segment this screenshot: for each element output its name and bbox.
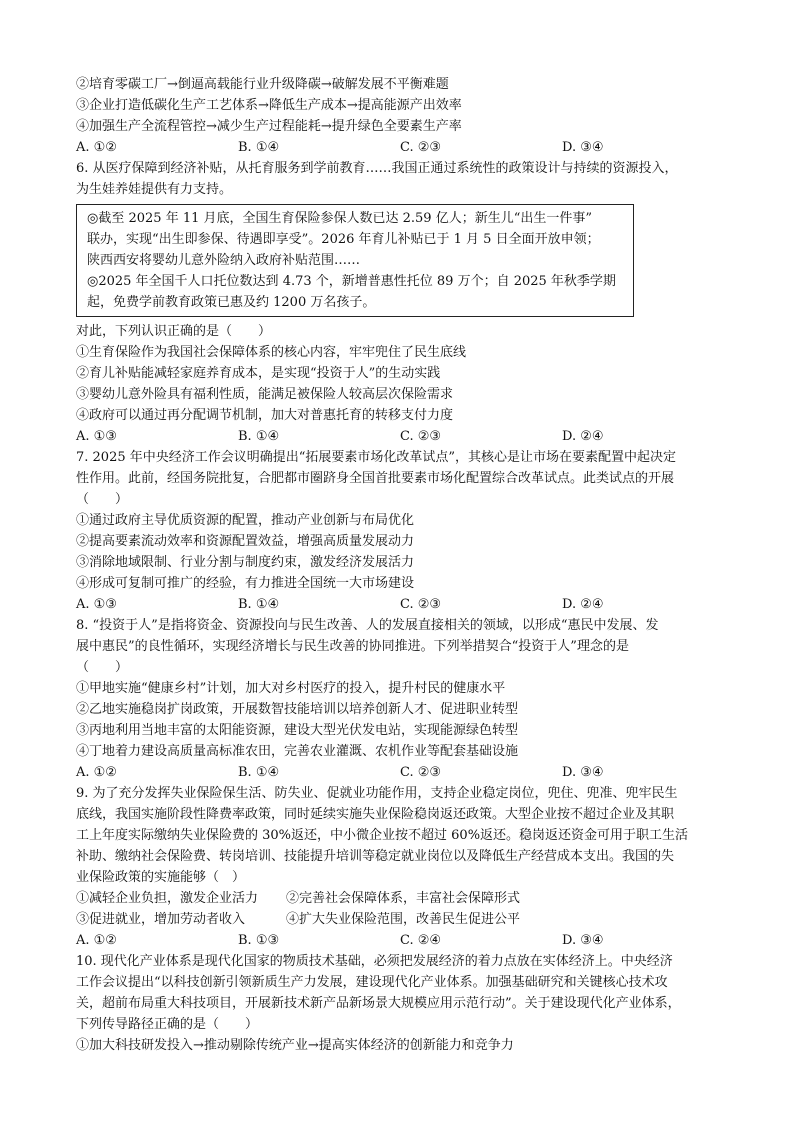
q9-item-1: ①减轻企业负担，激发企业活力 [76,891,259,906]
q8-options [76,762,726,783]
q8-item-3: ③丙地利用当地丰富的太阳能资源，建设大型光伏发电站，实现能源绿色转型 [76,723,519,738]
q6-option-d[interactable]: D. ②④ [562,429,604,444]
q6-box-line-1: ◎截至 2025 年 11 月底，全国生育保险参保人数已达 2.59 亿人；新生儿“出生一件事” [87,211,593,226]
q6-box-line-2: 联办，实现“出生即参保、待遇即享受”。2026 年育儿补贴已于 1 月 5 日全面开放申领； [87,232,600,247]
exam-content [76,74,726,1056]
q7-item-2: ②提高要素流动效率和资源配置效益，增强高质量发展动力 [76,534,415,549]
q6-item-1: ①生育保险作为我国社会保障体系的核心内容，牢牢兜住了民生底线 [76,345,467,360]
q9-option-d[interactable]: D. ③④ [562,933,604,948]
q7-option-a[interactable]: A. ①③ [76,597,117,612]
q10-stem-line-2: 工作会议提出“以科技创新引领新质生产力发展，建设现代化产业体系。加强基础研究和关键核心技术攻 [76,975,668,990]
q6-stem-line-2: 为生娃养娃提供有力支持。 [76,182,233,197]
q6-box-line-5: 起，免费学前教育政策已惠及约 1200 万名孩子。 [87,295,376,310]
q9-items-row-2 [76,909,726,930]
q7-stem-line-1: 7. 2025 年中央经济工作会议明确提出“拓展要素市场化改革试点”，其核心是让市场在要素配置中起决定 [76,450,677,465]
q9-option-c[interactable]: C. ②④ [400,933,442,948]
q7-option-c[interactable]: C. ②③ [400,597,442,612]
q8-option-a[interactable]: A. ①② [76,765,117,780]
q5-option-b[interactable]: B. ①④ [238,140,280,155]
q9-stem-line-2: 底线，我国实施阶段性降费率政策，同时延续实施失业保险稳岗返还政策。大型企业按不超过企业及其职 [76,807,675,822]
q9-stem-line-5: 业保险政策的实施能够（ ） [76,870,246,885]
q9-option-a[interactable]: A. ①② [76,933,117,948]
q8-stem-line-2: 展中惠民”的良性循环，实现经济增长与民生改善的协同推进。下列举措契合“投资于人”理念的是 [76,639,629,654]
q7-option-d[interactable]: D. ②④ [562,597,604,612]
q5-item-4: ④加强生产全流程管控→减少生产过程能耗→提升绿色全要素生产率 [76,119,462,134]
q6-option-b[interactable]: B. ①④ [238,429,280,444]
q7-stem-line-3: （ ） [76,492,129,507]
q5-option-c[interactable]: C. ②③ [400,140,442,155]
q7-item-3: ③消除地域限制、行业分割与制度约束，激发经济发展活力 [76,555,415,570]
q9-items-row-1 [76,888,726,909]
q6-question: 对此，下列认识正确的是（ ） [76,324,272,339]
q9-item-4: ④扩大失业保险范围，改善民生促进公平 [286,912,521,927]
q6-box-line-3: 陕西西安将婴幼儿意外险纳入政府补贴范围…… [87,253,361,268]
q6-options [76,426,726,447]
q9-stem-line-4: 补助、缴纳社会保险费、转岗培训、技能提升培训等稳定就业岗位以及降低生产经营成本支出。我国的失 [76,849,675,864]
q6-option-c[interactable]: C. ②③ [400,429,442,444]
q8-item-2: ②乙地实施稳岗扩岗政策，开展数智技能培训以培养创新人才、促进职业转型 [76,702,519,717]
q9-item-2: ②完善社会保障体系，丰富社会保障形式 [286,891,521,906]
q7-stem-line-2: 性作用。此前，经国务院批复，合肥都市圈跻身全国首批要素市场化配置综合改革试点。此类试点的开展 [76,471,675,486]
q9-option-b[interactable]: B. ①③ [238,933,280,948]
q9-item-3: ③促进就业，增加劳动者收入 [76,912,246,927]
q8-item-1: ①甲地实施“健康乡村”计划，加大对乡村医疗的投入，提升村民的健康水平 [76,681,506,696]
q10-stem-line-3: 关，超前布局重大科技项目，开展新技术新产品新场景大规模应用示范行动”。关于建设现代化产业体系， [76,996,681,1011]
q7-options [76,594,726,615]
q5-option-d[interactable]: D. ③④ [562,140,604,155]
q6-item-2: ②育儿补贴能减轻家庭养育成本，是实现“投资于人”的生动实践 [76,366,441,381]
q6-box-line-4: ◎2025 年全国千人口托位数达到 4.73 个，新增普惠性托位 89 万个；自 2025 年秋季学期 [87,274,616,289]
q8-stem-line-3: （ ） [76,660,129,675]
q7-item-4: ④形成可复制可推广的经验，有力推进全国统一大市场建设 [76,576,415,591]
q5-item-3: ③企业打造低碳化生产工艺体系→降低生产成本→提高能源产出效率 [76,98,462,113]
q8-item-4: ④丁地着力建设高质量高标准农田，完善农业灌溉、农机作业等配套基础设施 [76,744,519,759]
q5-option-a[interactable]: A. ①② [76,140,117,155]
q6-item-3: ③婴幼儿意外险具有福利性质，能满足被保险人较高层次保险需求 [76,387,454,402]
q8-option-d[interactable]: D. ③④ [562,765,604,780]
q8-option-c[interactable]: C. ②③ [400,765,442,780]
q9-stem-line-1: 9. 为了充分发挥失业保险保生活、防失业、促就业功能作用，支持企业稳定岗位，兜住、兜准、兜牢民生 [76,786,678,801]
q10-stem-line-1: 10. 现代化产业体系是现代化国家的物质技术基础，必须把发展经济的着力点放在实体经济上。中央经济 [76,954,673,969]
q10-stem-line-4: 下列传导路径正确的是（ ） [76,1017,259,1032]
q9-stem-line-3: 工上年度实际缴纳失业保险费的 30%返还，中小微企业按不超过 60%返还。稳岗返还资金可用于职工生活 [76,828,689,843]
q6-item-4: ④政府可以通过再分配调节机制，加大对普惠托育的转移支付力度 [76,408,454,423]
q8-option-b[interactable]: B. ①④ [238,765,280,780]
q6-material-box [76,204,634,317]
q8-stem-line-1: 8. “投资于人”是指将资金、资源投向与民生改善、人的发展直接相关的领域，以形成“惠民中发展、发 [76,618,659,633]
q10-item-1: ①加大科技研发投入→推动剔除传统产业→提高实体经济的创新能力和竞争力 [76,1038,514,1053]
q6-option-a[interactable]: A. ①③ [76,429,117,444]
q6-stem-line-1: 6. 从医疗保障到经济补贴，从托育服务到学前教育……我国正通过系统性的政策设计与持续的资源投入， [76,161,678,176]
q5-item-2: ②培育零碳工厂→倒逼高载能行业升级降碳→破解发展不平衡难题 [76,77,449,92]
q7-item-1: ①通过政府主导优质资源的配置，推动产业创新与布局优化 [76,513,415,528]
q9-options [76,930,726,951]
q7-option-b[interactable]: B. ①④ [238,597,280,612]
q5-options [76,137,726,158]
